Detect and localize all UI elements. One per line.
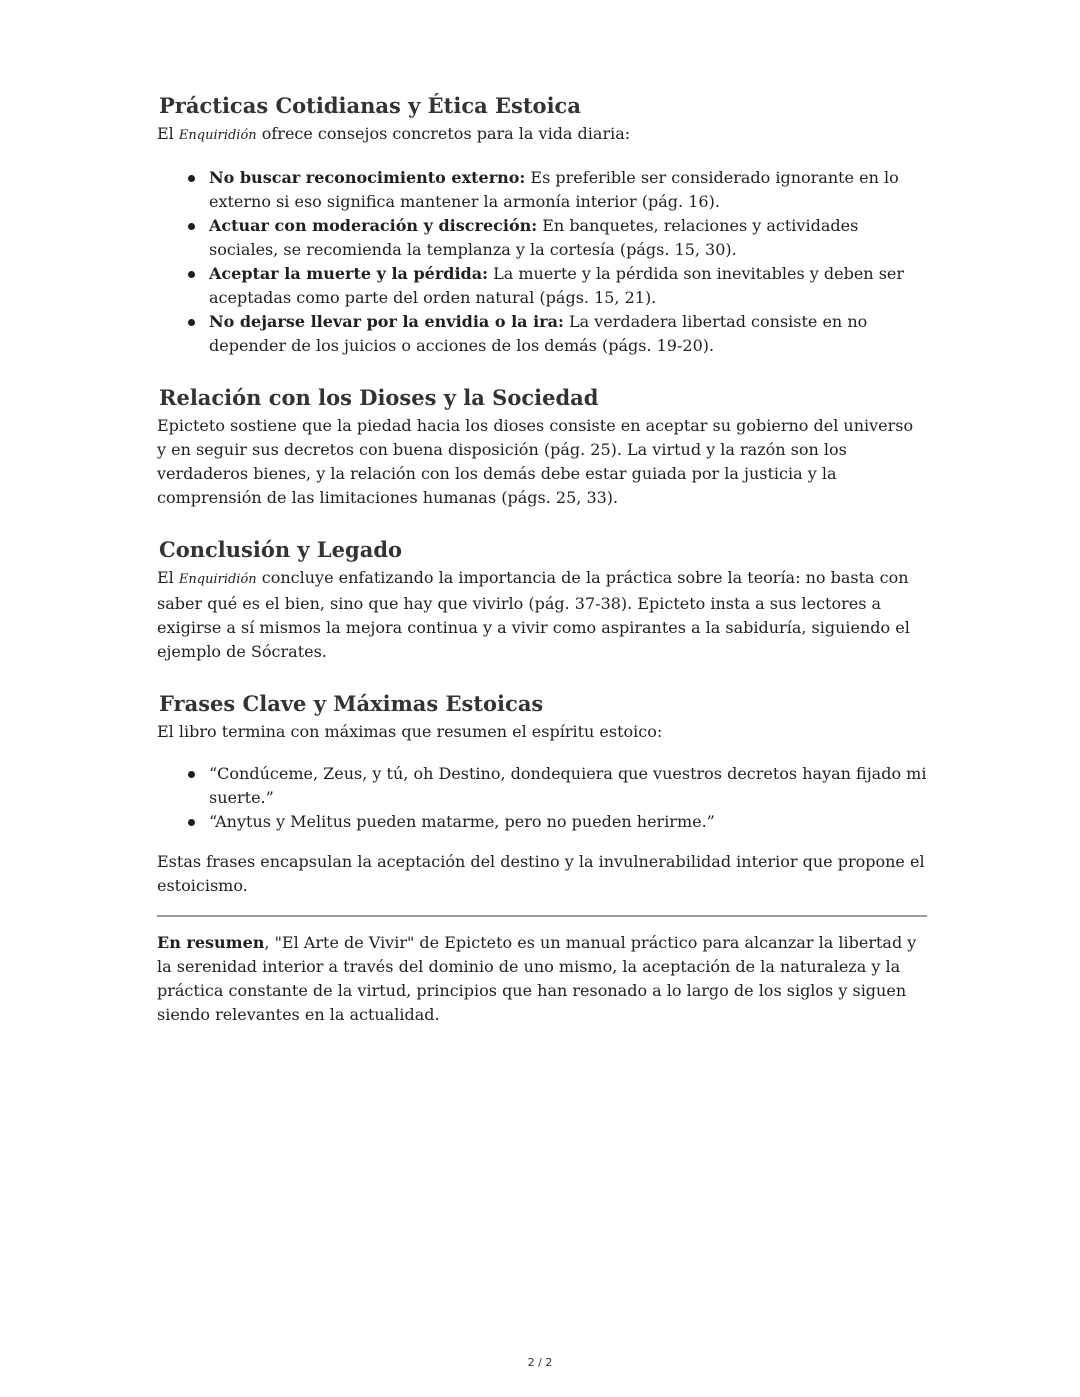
document-page xyxy=(157,90,927,1027)
section-body-conclusion xyxy=(157,566,927,664)
intro-prefix: El xyxy=(157,124,179,143)
quotes-list xyxy=(157,762,927,834)
list-item xyxy=(209,166,927,214)
list-item-label: No buscar reconocimiento externo: xyxy=(209,168,526,187)
section-title-frases: Frases Clave y Máximas Estoicas xyxy=(159,691,544,716)
list-item-text: En banquetes, relaciones y actividades sociales, se recomienda la templanza y la cortesía (págs. 15, 30). xyxy=(209,216,859,259)
list-item xyxy=(209,214,927,262)
section-title-relacion: Relación con los Dioses y la Sociedad xyxy=(159,385,599,410)
list-item-label: Actuar con moderación y discreción: xyxy=(209,216,538,235)
section-conclusion xyxy=(157,534,927,664)
book-title-emphasis: Enquiridión xyxy=(178,128,257,143)
summary-text: , "El Arte de Vivir" de Epicteto es un manual práctico para alcanzar la libertad y la serenidad interior a través del dominio de uno mismo, la aceptación de la naturaleza y la práctica constante de la virtud, principios que han resonado a lo largo de los siglos y siguen siendo relevantes en la actualidad. xyxy=(157,933,917,1024)
list-item xyxy=(209,262,927,310)
list-item-text: La verdadera libertad consiste en no depender de los juicios o acciones de los demás (págs. 19-20). xyxy=(209,312,868,355)
section-intro-practicas xyxy=(157,122,927,148)
section-intro-frases: El libro termina con máximas que resumen el espíritu estoico: xyxy=(157,722,663,741)
quote-item: “Condúceme, Zeus, y tú, oh Destino, dondequiera que vuestros decretos hayan fijado mi suerte.” xyxy=(209,762,927,810)
book-title-emphasis: Enquiridión xyxy=(178,572,257,587)
section-title-conclusion: Conclusión y Legado xyxy=(159,537,403,562)
summary-label: En resumen xyxy=(157,933,265,952)
section-body-relacion: Epicteto sostiene que la piedad hacia los dioses consiste en aceptar su gobierno del universo y en seguir sus decretos con buena disposición (pág. 25). La virtud y la razón son los verdaderos bienes, y la relación con los demás debe estar guiada por la justicia y la comprensión de las limitaciones humanas (págs. 25, 33). xyxy=(157,416,914,507)
list-item xyxy=(209,310,927,358)
list-item-text: La muerte y la pérdida son inevitables y deben ser aceptadas como parte del orden natural (págs. 15, 21). xyxy=(209,264,905,307)
body-suffix: concluye enfatizando la importancia de la práctica sobre la teoría: no basta con saber qué es el bien, sino que hay que vivirlo (pág. 37-38). Epicteto insta a sus lectores a exigirse a sí mismos la mejora continua y a vivir como aspirantes a la sabiduría, siguiendo el ejemplo de Sócrates. xyxy=(157,568,910,661)
list-item-text: Es preferible ser considerado ignorante en lo externo si eso significa mantener la armonía interior (pág. 16). xyxy=(209,168,899,211)
section-outro-frases: Estas frases encapsulan la aceptación del destino y la invulnerabilidad interior que propone el estoicismo. xyxy=(157,852,925,895)
section-relacion xyxy=(157,382,927,510)
section-practicas xyxy=(157,90,927,358)
quote-item: “Anytus y Melitus pueden matarme, pero no pueden herirme.” xyxy=(209,810,927,834)
intro-suffix: ofrece consejos concretos para la vida diaria: xyxy=(256,124,631,143)
horizontal-divider xyxy=(157,915,927,917)
body-prefix: El xyxy=(157,568,179,587)
list-item-label: Aceptar la muerte y la pérdida: xyxy=(209,264,489,283)
section-title-practicas: Prácticas Cotidianas y Ética Estoica xyxy=(159,93,581,118)
list-item-label: No dejarse llevar por la envidia o la ira: xyxy=(209,312,564,331)
summary-paragraph xyxy=(157,931,927,1027)
practicas-list xyxy=(157,166,927,358)
page-number: 2 / 2 xyxy=(527,1356,553,1369)
section-frases xyxy=(157,688,927,898)
